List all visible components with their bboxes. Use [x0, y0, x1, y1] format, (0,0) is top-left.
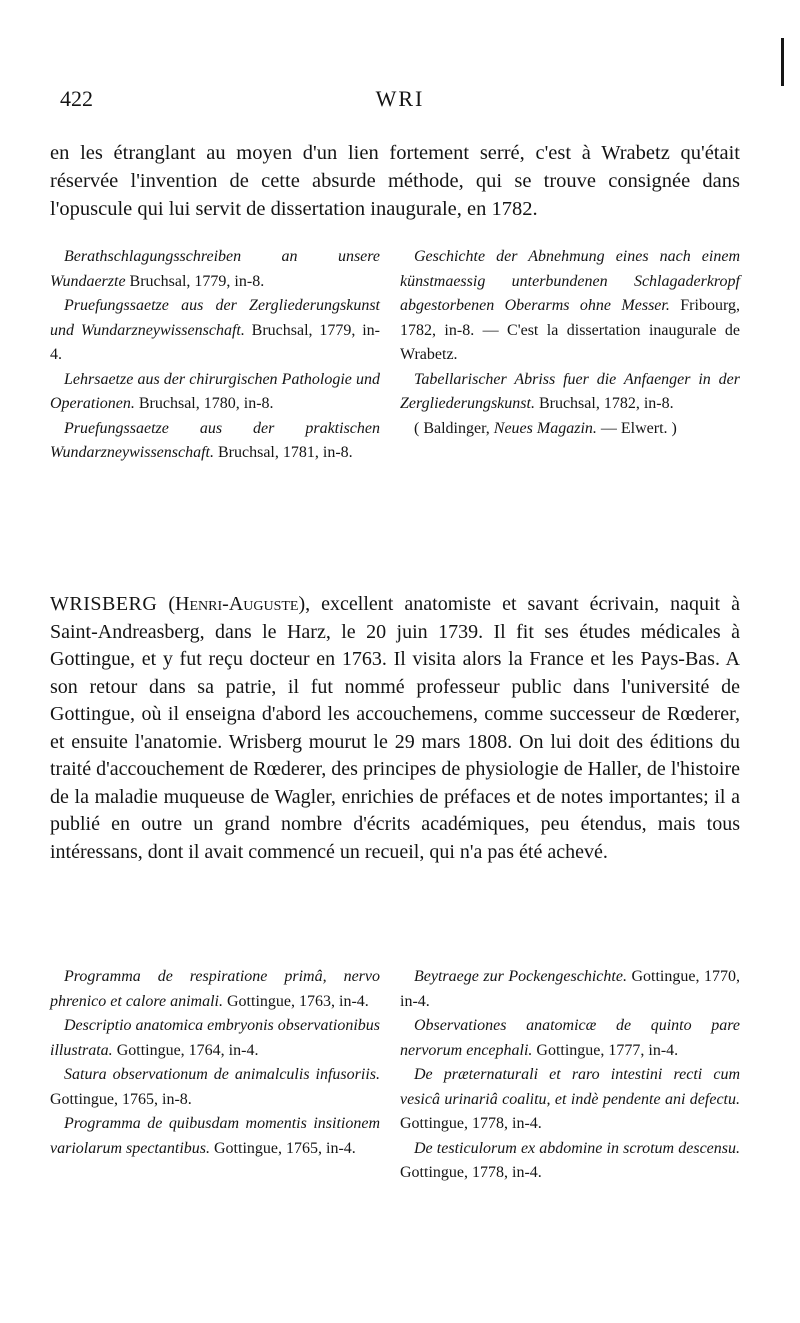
work-title: Descriptio anatomica embryonis observationibus illustrata.	[50, 1017, 380, 1059]
entry-text: , excellent anatomiste et savant écrivain, naquit à Saint-Andreasberg, dans le Harz, le 20 juin 1739. Il fit ses études médicales à Gottingue, et y fut reçu docteur en 1763. Il visita alors la France et les Pays-Bas. A son retour dans sa patrie, il fut nommé professeur public dans l'université de Gottingue, où il enseigna d'abord les accouchemens, comme successeur de Rœderer, et ensuite l'anatomie. Wrisberg mourut le 29 mars 1808. On lui doit des éditions du traité d'accouchement de Rœderer, des principes de physiologie de Haller, de l'histoire de la maladie muqueuse de Wagler, enrichies de préfaces et de notes importantes; il a publié en outre un grand nombre d'écrits académiques, peu étendus, mais tous intéressans, dont il avait commencé un recueil, qui n'a pas été achevé.	[50, 593, 741, 863]
work-title: Programma de quibusdam momentis insitionem variolarum spectantibus.	[50, 1115, 380, 1157]
bibliography-entry	[50, 965, 380, 1014]
work-title: Berathschlagungsschreiben an unsere Wundaerzte	[50, 248, 380, 290]
lead-paragraph: en les étranglant au moyen d'un lien fortement serré, c'est à Wrabetz qu'était réservée l'invention de cette absurde méthode, qui se trouve consignée dans l'opuscule qui lui servit de dissertation inaugurale, en 1782.	[50, 141, 740, 220]
bibliography-1	[50, 245, 740, 466]
work-title: Observationes anatomicæ de quinto pare nervorum encephali.	[400, 1017, 740, 1059]
work-title: Programma de respiratione primâ, nervo phrenico et calore animali.	[50, 968, 380, 1010]
work-details: Bruchsal, 1782, in-8.	[534, 395, 674, 412]
page-number: 422	[60, 86, 93, 111]
bibliography-entry	[400, 368, 740, 417]
work-details: Gottingue, 1770, in-4.	[400, 968, 740, 1010]
bibliography-entry	[400, 245, 740, 368]
work-details: Gottingue, 1778, in-4.	[400, 1115, 542, 1132]
running-title: WRI	[375, 86, 425, 111]
citation-close: — Elwert. )	[596, 419, 677, 437]
bibliography-entry	[50, 294, 380, 368]
work-details: Bruchsal, 1779, in-4.	[50, 321, 380, 363]
work-title: De testiculorum ex abdomine in scrotum descensu.	[414, 1139, 740, 1157]
work-details: Bruchsal, 1779, in-8.	[125, 272, 265, 290]
work-details: Gottingue, 1764, in-4.	[112, 1041, 259, 1059]
work-title: De præternaturali et raro intestini recti cum vesicâ urinariâ coalitu, et indè pendente ani defectu.	[400, 1066, 740, 1108]
work-title: Beytraege zur Pockengeschichte.	[414, 968, 627, 985]
source-citation	[400, 417, 740, 442]
work-title: Satura observationum de animalculis infusoriis.	[64, 1066, 380, 1083]
citation-open: ( Baldinger,	[414, 419, 494, 437]
work-details: Gottingue, 1763, in-4.	[223, 992, 369, 1010]
work-details: Gottingue, 1765, in-4.	[210, 1139, 356, 1157]
work-details: Gottingue, 1777, in-4.	[532, 1041, 679, 1059]
journal-title: Neues Magazin.	[493, 419, 597, 437]
work-title: Lehrsaetze aus der chirurgischen Pathologie und Operationen.	[50, 370, 380, 412]
bibliography-entry	[50, 245, 380, 294]
entry-given-names: (Henri-Auguste)	[168, 593, 306, 615]
main-entry	[50, 591, 740, 866]
bibliography-entry	[50, 417, 380, 466]
bibliography-1-left-column	[50, 245, 380, 466]
work-title: Pruefungssaetze aus der praktischen Wundarzneywissenschaft.	[50, 419, 380, 461]
bibliography-2	[50, 965, 740, 1186]
work-details: Bruchsal, 1781, in-8.	[214, 444, 353, 461]
bibliography-entry	[50, 1014, 380, 1063]
running-head	[60, 86, 740, 116]
bibliography-2-right-column	[400, 965, 740, 1186]
bibliography-entry	[400, 1014, 740, 1063]
work-details: Gottingue, 1778, in-4.	[400, 1164, 542, 1181]
work-title: Geschichte der Abnehmung eines nach einem künstmaessig unterbundenen Schlagaderkropf abgestorbenen Oberarms ohne Messer.	[400, 248, 740, 314]
bibliography-entry	[400, 1063, 740, 1137]
bibliography-entry	[400, 1137, 740, 1186]
entry-surname: WRISBERG	[50, 593, 158, 615]
margin-rule	[781, 38, 784, 86]
work-details: Gottingue, 1765, in-8.	[50, 1090, 192, 1108]
bibliography-entry	[50, 1112, 380, 1161]
work-details: Fribourg, 1782, in-8. — C'est la dissertation inaugurale de Wrabetz.	[400, 297, 740, 363]
bibliography-2-left-column	[50, 965, 380, 1186]
bibliography-entry	[50, 368, 380, 417]
bibliography-entry	[50, 1063, 380, 1112]
work-title: Tabellarischer Abriss fuer die Anfaenger in der Zergliederungskunst.	[400, 370, 740, 412]
bibliography-entry	[400, 965, 740, 1014]
work-details: Bruchsal, 1780, in-8.	[134, 395, 274, 412]
bibliography-1-right-column	[400, 245, 740, 466]
work-title: Pruefungssaetze aus der Zergliederungskunst und Wundarzneywissenschaft.	[50, 297, 380, 339]
